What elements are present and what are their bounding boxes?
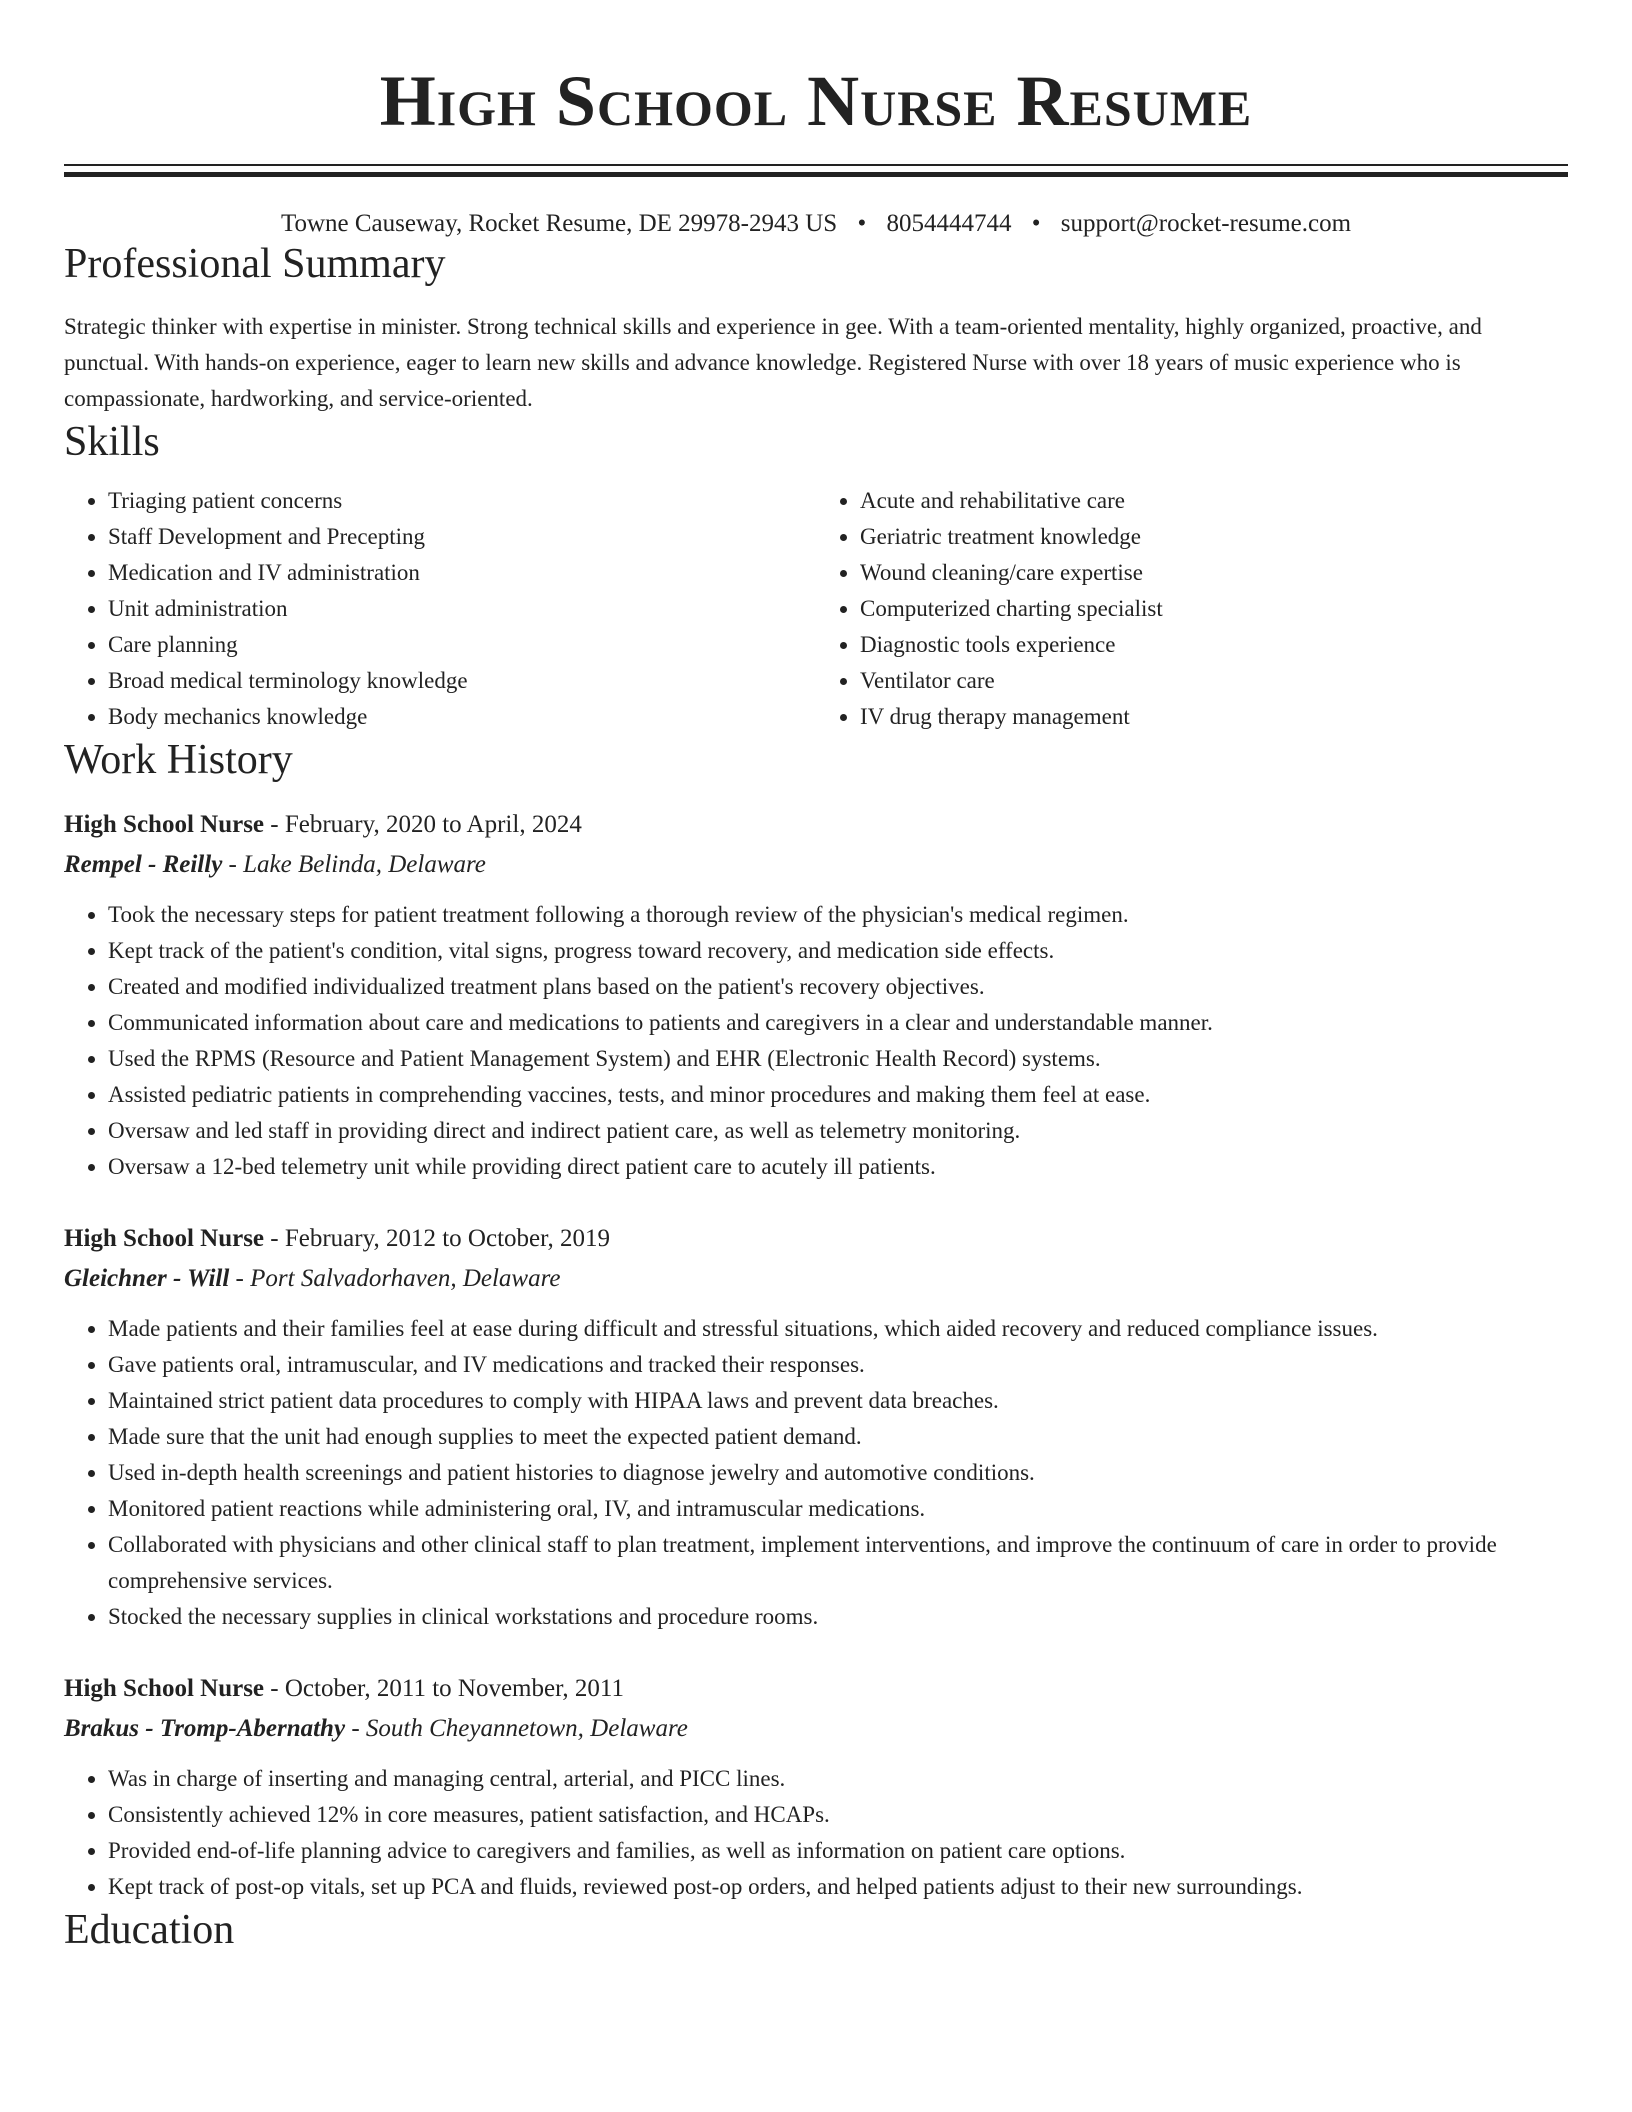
skill-item: • Medication and IV administration (108, 555, 816, 591)
job-bullet: • Gave patients oral, intramuscular, and IV medications and tracked their responses. (108, 1347, 1568, 1383)
skill-item: • Care planning (108, 627, 816, 663)
skill-item: • Geriatric treatment knowledge (860, 519, 1568, 555)
job-title: High School Nurse (64, 1225, 265, 1252)
job-employer (64, 845, 1568, 885)
job-bullet: • Kept track of post-op vitals, set up PCA and fluids, reviewed post-op orders, and helped patients adjust to their new surroundings. (108, 1869, 1568, 1905)
skills-list (64, 483, 1568, 735)
title-divider (64, 164, 1568, 177)
job-bullet: • Communicated information about care and medications to patients and caregivers in a clear and understandable manner. (108, 1005, 1568, 1041)
skill-item: • Wound cleaning/care expertise (860, 555, 1568, 591)
job-entry (64, 1219, 1568, 1635)
skill-item: • Computerized charting specialist (860, 591, 1568, 627)
skill-item: • Diagnostic tools experience (860, 627, 1568, 663)
job-dates: - October, 2011 to November, 2011 (264, 1675, 624, 1702)
job-bullet: • Used in-depth health screenings and patient histories to diagnose jewelry and automotive conditions. (108, 1455, 1568, 1491)
contact-separator: • (857, 210, 867, 237)
job-bullet: • Used the RPMS (Resource and Patient Management System) and EHR (Electronic Health Record) systems. (108, 1041, 1568, 1077)
skills-column-left (64, 483, 816, 735)
job-bullet: • Maintained strict patient data procedures to comply with HIPAA laws and prevent data breaches. (108, 1383, 1568, 1419)
job-header (64, 1669, 1568, 1709)
job-company: Gleichner - Will (64, 1265, 230, 1292)
resume-title: High School Nurse Resume (379, 61, 1253, 141)
job-bullet: • Was in charge of inserting and managing central, arterial, and PICC lines. (108, 1761, 1568, 1797)
skill-item: • Broad medical terminology knowledge (108, 663, 816, 699)
job-location: - Lake Belinda, Delaware (222, 851, 486, 878)
job-header (64, 805, 1568, 845)
job-bullet: • Assisted pediatric patients in comprehending vaccines, tests, and minor procedures and making them feel at ease. (108, 1077, 1568, 1113)
skill-item: • Body mechanics knowledge (108, 699, 816, 735)
education-heading: Education (64, 1907, 235, 1953)
job-bullet: • Monitored patient reactions while administering oral, IV, and intramuscular medications. (108, 1491, 1568, 1527)
job-location: - South Cheyannetown, Delaware (345, 1715, 688, 1742)
job-entry (64, 1669, 1568, 1905)
skill-item: • IV drug therapy management (860, 699, 1568, 735)
job-bullet: • Oversaw and led staff in providing direct and indirect patient care, as well as telemetry monitoring. (108, 1113, 1568, 1149)
divider-thin (64, 164, 1568, 166)
job-bullets (64, 1311, 1568, 1635)
skill-item: • Unit administration (108, 591, 816, 627)
summary-text: Strategic thinker with expertise in minister. Strong technical skills and experience in gee. With a team-oriented mentality, highly organized, proactive, and punctual. With hands-on experience, eager to learn new skills and advance knowledge. Registered Nurse with over 18 years of music experience who is compassionate, hardworking, and service-oriented. (64, 314, 1482, 411)
contact-separator: • (1031, 210, 1041, 237)
job-company: Brakus - Tromp-Abernathy (64, 1715, 346, 1742)
job-bullets (64, 897, 1568, 1185)
job-bullet: • Created and modified individualized treatment plans based on the patient's recovery objectives. (108, 969, 1568, 1005)
job-bullet: • Oversaw a 12-bed telemetry unit while providing direct patient care to acutely ill patients. (108, 1149, 1568, 1185)
job-dates: - February, 2020 to April, 2024 (264, 811, 582, 838)
job-title: High School Nurse (64, 811, 265, 838)
contact-address: Towne Causeway, Rocket Resume, DE 29978-2943 US (280, 210, 838, 237)
skill-item: • Acute and rehabilitative care (860, 483, 1568, 519)
contact-email: support@rocket-resume.com (1060, 210, 1352, 237)
job-bullet: • Made sure that the unit had enough supplies to meet the expected patient demand. (108, 1419, 1568, 1455)
skill-item: • Triaging patient concerns (108, 483, 816, 519)
job-bullet: • Made patients and their families feel at ease during difficult and stressful situations, which aided recovery and reduced compliance issues. (108, 1311, 1568, 1347)
job-bullet: • Kept track of the patient's condition, vital signs, progress toward recovery, and medication side effects. (108, 933, 1568, 969)
skill-item: • Ventilator care (860, 663, 1568, 699)
job-company: Rempel - Reilly (64, 851, 223, 878)
skills-heading: Skills (64, 419, 160, 465)
job-header (64, 1219, 1568, 1259)
contact-phone: 8054444744 (886, 210, 1012, 237)
contact-line (64, 209, 1568, 239)
divider-thick (64, 172, 1568, 177)
job-bullets (64, 1761, 1568, 1905)
job-bullet: • Stocked the necessary supplies in clinical workstations and procedure rooms. (108, 1599, 1568, 1635)
skill-item: • Staff Development and Precepting (108, 519, 816, 555)
job-employer (64, 1709, 1568, 1749)
job-entry (64, 805, 1568, 1185)
job-bullet: • Collaborated with physicians and other clinical staff to plan treatment, implement interventions, and improve the continuum of care in order to provide comprehensive services. (108, 1527, 1568, 1599)
summary-heading: Professional Summary (64, 241, 446, 287)
job-bullet: • Consistently achieved 12% in core measures, patient satisfaction, and HCAPs. (108, 1797, 1568, 1833)
job-location: - Port Salvadorhaven, Delaware (229, 1265, 561, 1292)
skills-column-right (816, 483, 1568, 735)
job-title: High School Nurse (64, 1675, 265, 1702)
job-employer (64, 1259, 1568, 1299)
job-bullet: • Took the necessary steps for patient treatment following a thorough review of the physician's medical regimen. (108, 897, 1568, 933)
work-history-heading: Work History (64, 737, 293, 783)
job-dates: - February, 2012 to October, 2019 (264, 1225, 610, 1252)
job-bullet: • Provided end-of-life planning advice to caregivers and families, as well as information on patient care options. (108, 1833, 1568, 1869)
